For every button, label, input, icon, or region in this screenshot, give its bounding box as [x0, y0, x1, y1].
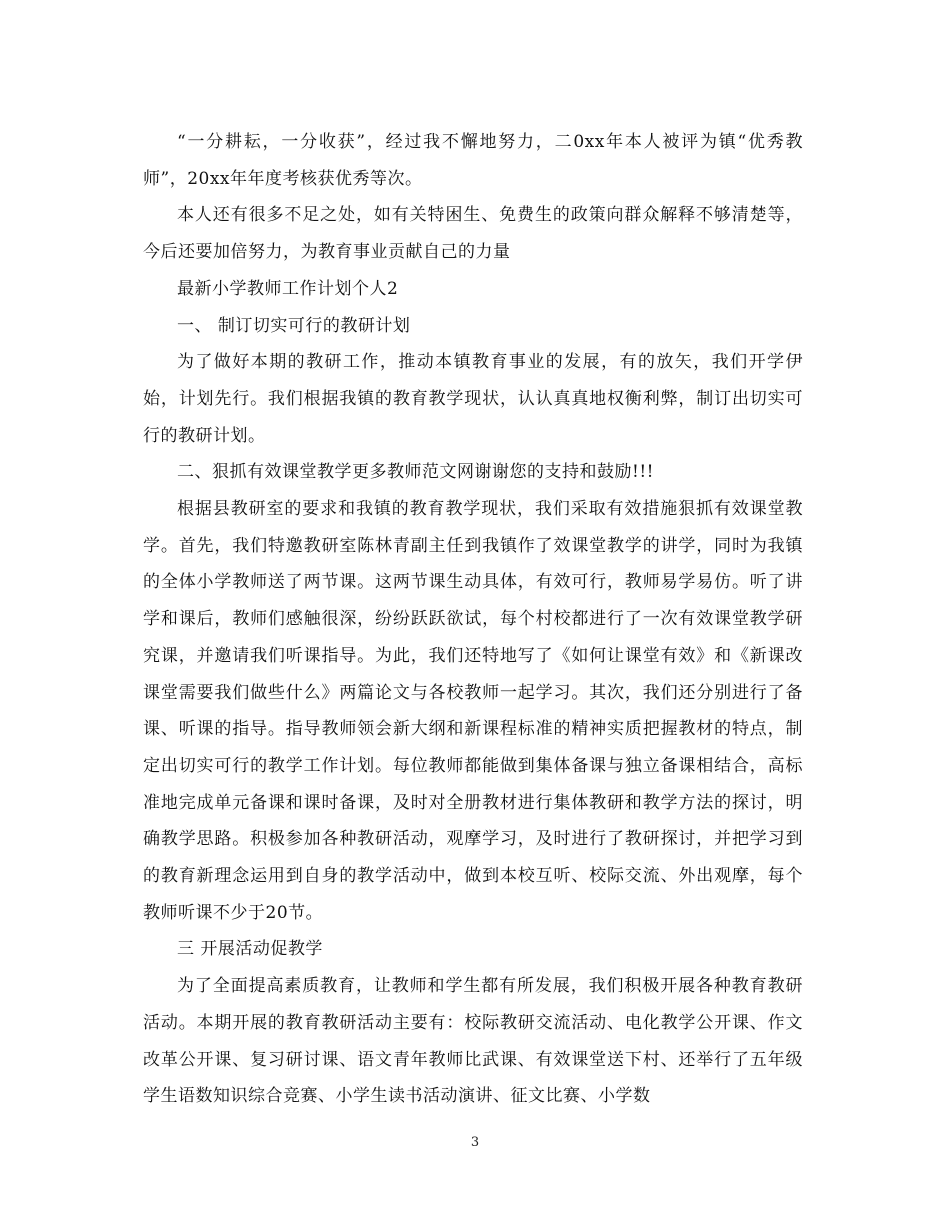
paragraph-honors: “一分耕耘，一分收获”，经过我不懈地努力，二0xx年本人被评为镇“优秀教师”，20xx年年度考核获优秀等次。 — [143, 132, 803, 189]
paragraph-activities: 为了全面提高素质教育，让教师和学生都有所发展，我们积极开展各种教育教研活动。本期开展的教育教研活动主要有：校际教研交流活动、电化教学公开课、作文改革公开课、复习研讨课、语文青年教师比武课、有效课堂送下村、还举行了五年级学生语数知识综合竞赛、小学生读书活动演讲、征文比赛、小学数 — [143, 976, 803, 1107]
document-body — [143, 124, 803, 1115]
paragraph-plan: 为了做好本期的教研工作，推动本镇教育事业的发展，有的放矢，我们开学伊始，计划先行。我们根据我镇的教育教学现状，认认真真地权衡利弊，制订出切实可行的教研计划。 — [143, 352, 803, 446]
paragraph-classroom: 根据县教研室的要求和我镇的教育教学现状，我们采取有效措施狠抓有效课堂教学。首先，我们特邀教研室陈林青副主任到我镇作了效课堂教学的讲学，同时为我镇的全体小学教师送了两节课。这两节课生动具体，有效可行，教师易学易仿。听了讲学和课后，教师们感触很深，纷纷跃跃欲试，每个村校都进行了一次有效课堂教学研究课，并邀请我们听课指导。为此，我们还特地写了《如何让课堂有效》和《新课改课堂需要我们做些什么》两篇论文与各校教师一起学习。其次，我们还分别进行了备课、听课的指导。指导教师领会新大纲和新课程标准的精神实质把握教材的特点，制定出切实可行的教学工作计划。每位教师都能做到集体备课与独立备课相结合，高标准地完成单元备课和课时备课，及时对全册教材进行集体教研和教学方法的探讨，明确教学思路。积极参加各种教研活动，观摩学习，及时进行了教研探讨，并把学习到的教育新理念运用到自身的教学活动中，做到本校互听、校际交流、外出观摩，每个教师听课不少于20节。 — [143, 499, 803, 923]
heading-two: 二、狠抓有效课堂教学更多教师范文网谢谢您的支持和鼓励!!! — [177, 462, 654, 483]
heading-one: 一、 制订切实可行的教研计划 — [177, 315, 411, 336]
heading-three: 三 开展活动促教学 — [177, 939, 323, 960]
paragraph-shortcomings: 本人还有很多不足之处，如有关特困生、免费生的政策向群众解释不够清楚等，今后还要加倍努力，为教育事业贡献自己的力量 — [143, 205, 803, 263]
section-title: 最新小学教师工作计划个人2 — [177, 278, 399, 299]
page-number: 3 — [470, 1135, 480, 1150]
